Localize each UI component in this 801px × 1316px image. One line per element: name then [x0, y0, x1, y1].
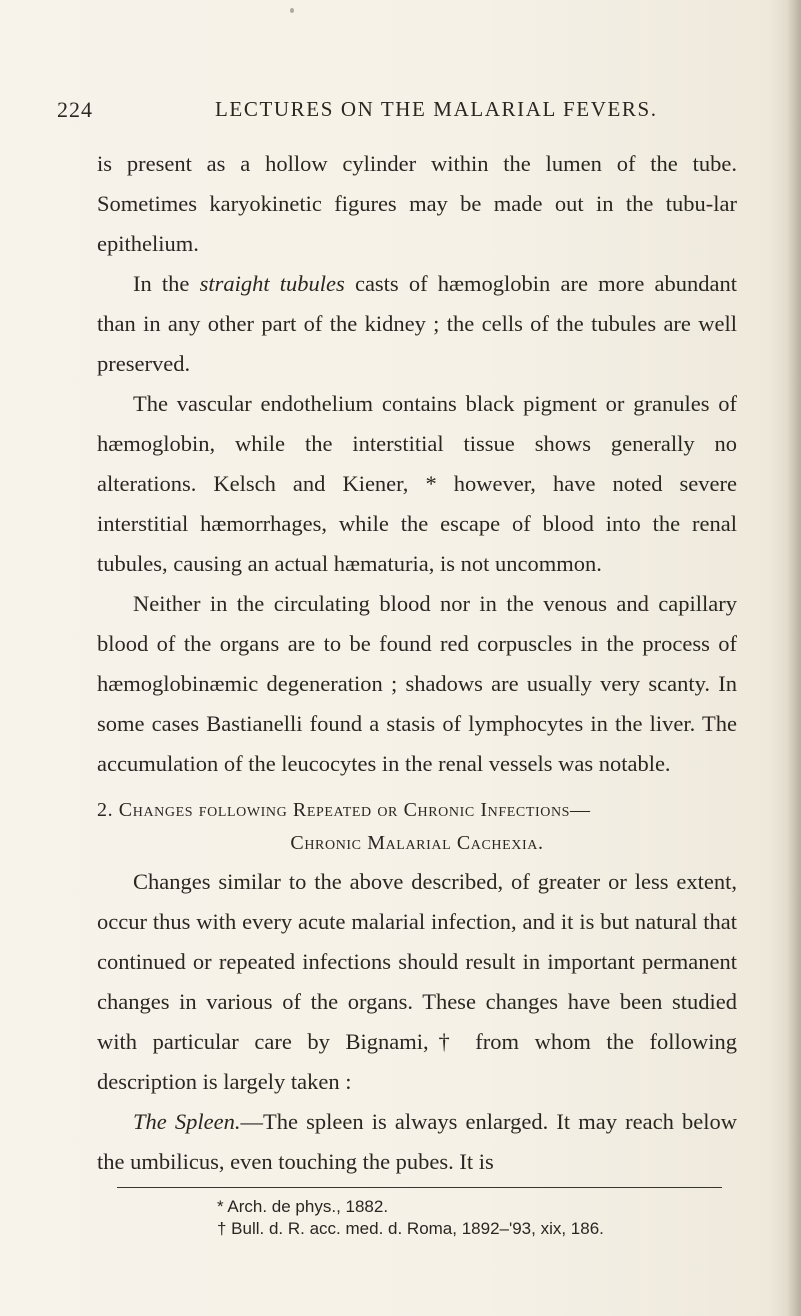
- running-title: LECTURES ON THE MALARIAL FEVERS.: [215, 97, 658, 121]
- section-heading: [97, 794, 737, 860]
- ink-smudge: [290, 8, 294, 13]
- section-heading-line-1: 2. Changes following Repeated or Chronic Infections—: [97, 799, 591, 821]
- section-heading-line-2: Chronic Malarial Cachexia.: [290, 832, 544, 854]
- paragraph-continuation: [97, 144, 737, 264]
- paragraph-vascular-endothelium: The vascular endothelium contains black pigment or granules of hæmoglobin, while the interstitial tissue shows generally no alterations. Kelsch and Kiener, * however, have noted severe interstitial hæmorrhages, while the escape of blood into the renal tubules, causing an actual hæmaturia, is not uncommon.: [97, 391, 737, 576]
- body-text: [97, 144, 737, 1182]
- paragraph-straight-tubules: [97, 264, 737, 384]
- page-header: [57, 97, 657, 131]
- paragraph-circulating-blood: Neither in the circulating blood nor in the venous and capillary blood of the organs are to be found red corpuscles in the process of hæmoglobinæmic degeneration ; shadows are usually very scanty. In some cases Bastianelli found a stasis of lymphocytes in the liver. The accumulation of the leucocytes in the renal vessels was notable.: [97, 591, 737, 776]
- footnote-2: † Bull. d. R. acc. med. d. Roma, 1892–'93, xix, 186.: [217, 1219, 604, 1238]
- paragraph-spleen: [97, 1102, 737, 1182]
- page-number: 224: [57, 97, 93, 122]
- p1-line-1: is present as a hollow cylinder within the lumen of the tube.: [97, 151, 737, 176]
- p2-body: casts of hæmoglobin are more abundant than in any other part of the kidney ; the cells of the tubules are well preserved.: [97, 271, 737, 376]
- page-edge-shadow: [787, 0, 801, 1316]
- footnote-1: * Arch. de phys., 1882.: [217, 1197, 389, 1216]
- italic-straight-tubules: straight tubules: [199, 271, 345, 296]
- p1-line-2: Sometimes karyokinetic figures may be made out in the tubu-: [97, 191, 714, 216]
- footnote-rule: [117, 1187, 722, 1188]
- p2-prefix: In the: [133, 271, 200, 296]
- p1-line-3: lar epithelium.: [97, 191, 737, 256]
- footnotes: [217, 1196, 737, 1240]
- paragraph-changes-similar: Changes similar to the above described, of greater or less extent, occur thus with every acute malarial infection, and it is but natural that continued or repeated infections should result in important permanent changes in various of the organs. These changes have been studied with particular care by Bignami,† from whom the following description is largely taken :: [97, 869, 737, 1094]
- italic-the-spleen: The Spleen.: [133, 1109, 241, 1134]
- p6-body: —The spleen is always enlarged. It may reach below the umbilicus, even touching the pubes. It is: [97, 1109, 737, 1174]
